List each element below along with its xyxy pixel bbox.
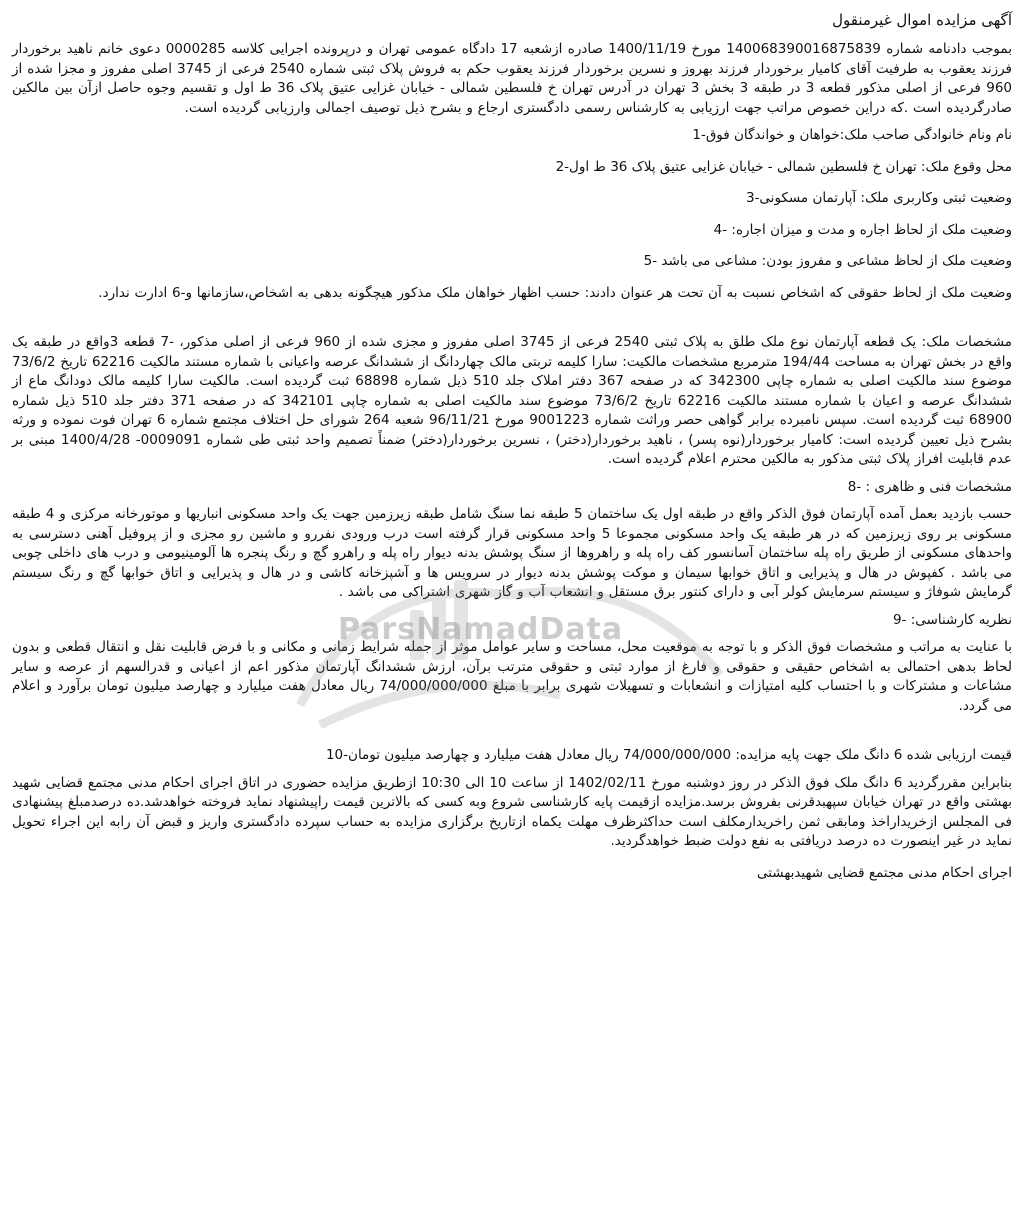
item-owner-name: نام ونام خانوادگی صاحب ملک:خواهان و خواندگان فوق-1 [692,127,1012,143]
item-expert-body: با عنایت به مراتب و مشخصات فوق الذکر و با توجه به موقعیت محل، مساحت و سایر عوامل موثر از جمله شرایط زمانی و مکانی و با فرض قابلیت نقل و انتقال قطعی و بدون لحاظ بدهی احتمالی به اشخاص حقیقی و حقوقی و فارغ از موارد ثبتی و حقوقی مترتب برآن، ارزش ششدانگ آپارتمان مذکور اعم از اعیانی و قدرالسهم از عرصه و سایر مشاعات و مشترکات و با احتساب کلیه امتیازات و انشعابات و تسهیلات شهری برابر با مبلغ 74/000/000/000 ریال معادل هفت میلیارد و چهارصد میلیون تومان برآورد و اعلام می گردد. [12,639,1012,714]
watermark-text: ParsNamadData [338,612,624,647]
item-property-specs: مشخصات ملک: یک قطعه آپارتمان نوع ملک طلق به پلاک ثبتی 2540 فرعی از 3745 اصلی مفروز و مجزی شده از 960 فرعی از اصلی مذکور، -7 قطعه 3واقع در طبقه یک واقع در بخش تهران به مساحت 194/44 مترمربع مشخصات مالکیت: سارا کلیمه تربتی مالک چهاردانگ از ششدانگ عرصه واعیانی با شماره مستند مالکیت 62216 تاریخ 73/6/2 موضوع سند مالکیت اصلی به شماره چاپی 342300 که در صفحه 367 دفتر املاک جلد 510 ذیل شماره 68898 ثبت گردیده است. مالکیت سارا کلیمه مالک دودانگ ماع از ششدانگ عرصه و اعیان با شماره مستند مالکیت 62216 تاریخ 73/6/2 موضوع سند مالکیت اصلی به شماره چاپی 342101 که در صفحه 371 دفتر جلد 510 ذیل شماره 68900 ثبت گردیده است. سپس نامبرده برابر گواهی حصر وراثت شماره 9001223 مورخ 96/11/21 شعبه 264 شورای حل اختلاف مجتمع شماره 6 تهران فوت نموده و ورثه بشرح ذیل تعیین گردیده است: کامیار برخوردار(نوه پسر) ، ناهید برخوردار(دختر) ، نسرین برخوردار(دختر) ضمناً تصمیم واحد ثبتی طی شماره 0009091- 1400/4/28 مبنی بر عدم قابلیت افراز پلاک ثبتی مذکور به مالکین محترم اعلام گردیده است. [12,334,1013,467]
item-lease-status: وضعیت ملک از لحاظ اجاره و مدت و میزان اجاره: -4 [713,221,1012,238]
item-ownership-type: وضعیت ملک از لحاظ مشاعی و مفروز بودن: مشاعی می باشد -5 [643,253,1012,269]
item-technical-body: حسب بازدید بعمل آمده آپارتمان فوق الذکر واقع در طبقه اول یک ساختمان 5 طبقه نما سنگ شامل طبقه زیرزمین جهت یک واحد مسکونی انباریها و موتورخانه مرکزی و 4 طبقه مسکونی بر روی زیرزمین که در هر طبقه یک واحد مسکونی مجموعا 5 واحد مسکونی قرار گرفته است درب ورودی نفررو و ماشین رو مجزی و از پروفیل آهنی دسترسی به واحدهای مسکونی از طریق راه پله ساختمان آسانسور کف راه پله و راهروها از سنگ پوشش بدنه دیوار راه پله و راهرو گچ و رنگ پنجره ها آلومینیومی و درب های داخلی چوبی می باشد . کفپوش در هال و پذیرایی و اتاق خوابها سیمان و موکت پوشش بدنه دیوار در سرویس ها و آشپزخانه کاشی و در هال و پذیرایی و اتاق خوابها گچ و رنگ سیستم گرمایش شوفاژ و سیستم سرمایش کولر آبی و دارای کنتور برق مستقل و انشعاب آب و گاز شهری اشتراکی می باشد . [12,506,1012,600]
item-legal-status: وضعیت ملک از لحاظ حقوقی که اشخاص نسبت به آن تحت هر عنوان دادند: حسب اظهار خواهان ملک مذکور هیچگونه بدهی به اشخاص،سازمانها و-6 ادارت ندارد. [98,284,1012,301]
item-location: محل وقوع ملک: تهران خ فلسطین شمالی - خیابان غزایی عتیق پلاک 36 ط اول-2 [555,158,1012,175]
intro-paragraph: بموجب دادنامه شماره 140068390016875839 مورخ 1400/11/19 صادره ازشعبه 17 دادگاه عمومی تهران و درپرونده اجرایی کلاسه 0000285 دعوی خانم ناهید برخوردار فرزند یعقوب به طرفیت آقای کامیار برخوردار فرزند بهروز و نسرین برخوردار فرزند یعقوب حکم به فروش پلاک ثبتی شماره 2540 فرعی از 3745 اصلی مفروز و مجزا شده از 960 فرعی از اصلی مذکور قطعه 3 در طبقه 3 بخش 3 تهران در آدرس تهران خ فلسطین شمالی - خیابان غزایی عتیق پلاک 36 ط اول و تقسیم وجوه حاصل ازآن بین مالکین صادرگردیده است .که دراین خصوص مراتب جهت ارزیابی به کارشناس رسمی دادگستری ارجاع و بشرح ذیل توصیف اجمالی وارزیابی گردیده است. [12,41,1013,116]
signature-line: اجرای احکام مدنی مجتمع قضایی شهیدبهشتی [756,864,1012,881]
auction-paragraph: بنابراین مقررگردید 6 دانگ ملک فوق الذکر در روز دوشنبه مورخ 1402/02/11 از ساعت 10 الی 10:30 ازطریق مزایده حضوری در اتاق اجرای احکام مدنی مجتمع قضایی شهید بهشتی واقع در تهران خیابان سپهبدقرنی بفروش برسد.مزایده ازقیمت پایه کارشناسی شروع وبه کسی که بالاترین قیمت راپیشنهاد نماید فروخته خواهدشد.ده درصدمبلغ پیشنهادی فی المجلس ازخریداراخذ ومابقی ثمن راخریدارمکلف است حداکثرظرف مهلت یکماه ازتاریخ برگزاری مزایده به حساب سپرده دادگستری واریز و قبض آن رابه این اجراء تحویل نماید در غیر اینصورت ده درصد دریافتی به نفع دولت ضبط خواهدگردید. [12,774,1012,849]
item-expert-heading: نظریه کارشناسی: -9 [893,611,1012,628]
item-registration-status: وضعیت ثبتی وکاربری ملک: آپارتمان مسکونی-3 [745,190,1012,206]
notice-title: آگهی مزایده اموال غیرمنقول [832,11,1012,29]
item-technical-heading: مشخصات فنی و ظاهری : -8 [847,478,1012,495]
item-base-price: قیمت ارزیابی شده 6 دانگ ملک جهت پایه مزایده: 74/000/000/000 ریال معادل هفت میلیارد و چهارصد میلیون تومان-10 [325,747,1012,763]
